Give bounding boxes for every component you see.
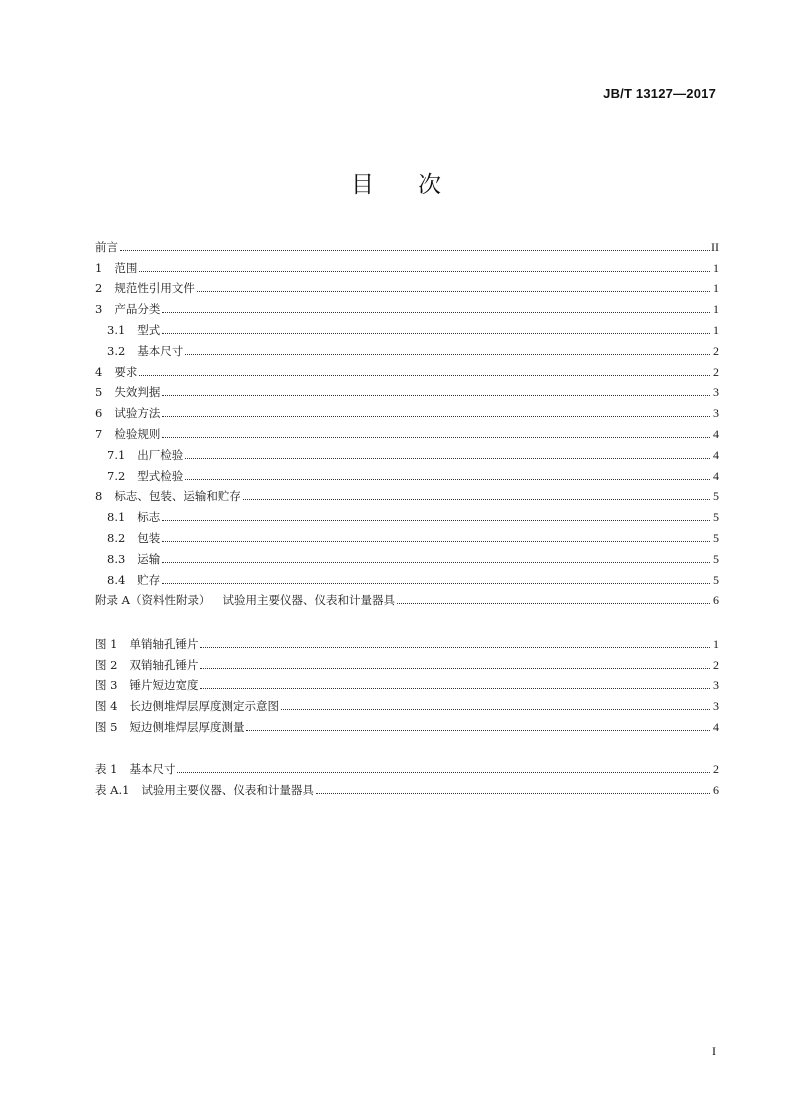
dot-leader	[185, 354, 710, 355]
page-number: I	[712, 1044, 716, 1058]
toc-entry-label: 基本尺寸	[129, 761, 176, 776]
dot-leader	[139, 271, 710, 272]
toc-entry[interactable]	[95, 316, 719, 337]
dot-leader	[200, 688, 710, 689]
dot-leader	[316, 793, 710, 794]
toc-tables-list	[95, 755, 719, 797]
toc-entry-label: 基本尺寸	[137, 343, 184, 358]
toc-entry-label: 产品分类	[114, 302, 161, 317]
toc-entry[interactable]	[95, 483, 719, 504]
toc-entry-page: 6	[713, 782, 719, 797]
page-title	[0, 166, 792, 199]
toc-entry-label: 短边侧堆焊层厚度测量	[129, 719, 245, 734]
toc-entry-page: 2	[713, 657, 719, 672]
toc-entry-page: 5	[713, 551, 719, 566]
toc-entry[interactable]	[95, 776, 719, 797]
toc-entry-number: 图 1	[95, 636, 118, 651]
dot-leader	[200, 647, 710, 648]
toc-entry-number: 1	[95, 260, 103, 275]
title-char-1: 目	[351, 172, 374, 198]
toc-entry-label: 检验规则	[114, 426, 161, 441]
toc-entry-page: 3	[713, 678, 719, 693]
toc-entry-page: 1	[713, 322, 719, 337]
toc-entry-number: 8.4	[107, 572, 126, 587]
document-code: JB/T 13127—2017	[603, 86, 716, 101]
toc-entry[interactable]	[95, 630, 719, 651]
toc-entry[interactable]	[95, 233, 719, 254]
toc-entry[interactable]	[95, 399, 719, 420]
toc-entry-page: 4	[713, 426, 719, 441]
toc-entry[interactable]	[95, 420, 719, 441]
toc-entry-number: 3.1	[107, 322, 126, 337]
toc-entry[interactable]	[95, 672, 719, 693]
toc-entry-number: 3	[95, 302, 103, 317]
toc-entry-label: 试验用主要仪器、仪表和计量器具	[141, 782, 314, 797]
toc-entry-label: 运输	[137, 551, 161, 566]
toc-entry-page: 5	[713, 530, 719, 545]
toc-entry-number: 5	[95, 385, 103, 400]
toc-entry[interactable]	[95, 713, 719, 734]
toc-entry-number: 7.1	[107, 447, 126, 462]
toc-entry-label: 试验方法	[114, 406, 161, 421]
toc-entry-label: 规范性引用文件	[114, 281, 195, 296]
toc-entry-page: 2	[713, 761, 719, 776]
toc-entry-label: 标志、包装、运输和贮存	[114, 489, 241, 504]
toc-entry-label: 包装	[137, 530, 161, 545]
dot-leader	[162, 541, 710, 542]
toc-entry[interactable]	[95, 587, 719, 608]
toc-entry-label: 双销轴孔锤片	[129, 657, 199, 672]
toc-entry-page: 3	[713, 699, 719, 714]
toc-entry-label: 贮存	[137, 572, 161, 587]
toc-entry-page: 3	[713, 406, 719, 421]
toc-entry-label: 前言	[95, 239, 118, 254]
toc-entry-page: 1	[713, 281, 719, 296]
toc-entry-page: 3	[713, 385, 719, 400]
toc-entry-page: 5	[713, 572, 719, 587]
dot-leader	[162, 520, 710, 521]
toc-entry[interactable]	[95, 755, 719, 776]
toc-entry-page: 1	[713, 302, 719, 317]
toc-entry[interactable]	[95, 295, 719, 316]
dot-leader	[139, 375, 710, 376]
toc-entry-number: 附录 A（资料性附录）	[95, 593, 211, 608]
title-char-2: 次	[418, 172, 441, 198]
dot-leader	[281, 709, 710, 710]
toc-entry[interactable]	[95, 337, 719, 358]
dot-leader	[185, 458, 710, 459]
toc-entry-page: 1	[713, 260, 719, 275]
toc-entry[interactable]	[95, 545, 719, 566]
toc-entry[interactable]	[95, 692, 719, 713]
toc-entry-page: 4	[713, 719, 719, 734]
toc-entry-number: 6	[95, 406, 103, 421]
dot-leader	[162, 312, 710, 313]
toc-entry-number: 8.2	[107, 530, 126, 545]
toc-entry[interactable]	[95, 441, 719, 462]
dot-leader	[162, 333, 710, 334]
toc-entry-label: 失效判据	[114, 385, 161, 400]
toc-entry[interactable]	[95, 503, 719, 524]
toc-entry-number: 2	[95, 281, 103, 296]
toc-entry-label: 长边侧堆焊层厚度测定示意图	[129, 699, 279, 714]
dot-leader	[246, 730, 710, 731]
toc-entry-page: II	[711, 239, 719, 254]
toc-entry-label: 试验用主要仪器、仪表和计量器具	[222, 593, 395, 608]
toc-entry-label: 锤片短边宽度	[129, 678, 199, 693]
dot-leader	[120, 250, 710, 251]
toc-entry-number: 7.2	[107, 468, 126, 483]
toc-entry[interactable]	[95, 358, 719, 379]
toc-entry-number: 8	[95, 489, 103, 504]
toc-entry-number: 图 5	[95, 719, 118, 734]
toc-entry-page: 1	[713, 636, 719, 651]
toc-entry-page: 5	[713, 510, 719, 525]
toc-entry-page: 4	[713, 468, 719, 483]
toc-entry-number: 图 2	[95, 657, 118, 672]
toc-entry-label: 型式检验	[137, 468, 184, 483]
toc-entry-page: 2	[713, 364, 719, 379]
toc-entry[interactable]	[95, 275, 719, 296]
toc-entry-label: 出厂检验	[137, 447, 184, 462]
dot-leader	[162, 562, 710, 563]
toc-entry-label: 单销轴孔锤片	[129, 636, 199, 651]
toc-figures-list	[95, 630, 719, 734]
toc-main-list	[95, 233, 719, 607]
toc-entry-page: 5	[713, 489, 719, 504]
toc-entry-page: 2	[713, 343, 719, 358]
toc-entry[interactable]	[95, 651, 719, 672]
toc-entry-label: 标志	[137, 510, 161, 525]
toc-entry-number: 表 1	[95, 761, 118, 776]
toc-entry[interactable]	[95, 254, 719, 275]
toc-entry-label: 型式	[137, 322, 161, 337]
toc-entry-number: 8.1	[107, 510, 126, 525]
toc-entry-number: 3.2	[107, 343, 126, 358]
toc-entry-number: 8.3	[107, 551, 126, 566]
toc-entry-label: 范围	[114, 260, 138, 275]
dot-leader	[162, 437, 710, 438]
toc-entry-page: 4	[713, 447, 719, 462]
dot-leader	[243, 499, 710, 500]
toc-entry[interactable]	[95, 379, 719, 400]
toc-entry-label: 要求	[114, 364, 138, 379]
toc-entry-number: 表 A.1	[95, 782, 130, 797]
dot-leader	[162, 583, 710, 584]
toc-entry-number: 4	[95, 364, 103, 379]
dot-leader	[200, 668, 710, 669]
dot-leader	[397, 603, 710, 604]
dot-leader	[185, 479, 710, 480]
dot-leader	[162, 416, 710, 417]
toc-entry[interactable]	[95, 566, 719, 587]
dot-leader	[177, 772, 710, 773]
toc-entry-number: 图 4	[95, 699, 118, 714]
toc-entry[interactable]	[95, 462, 719, 483]
toc-entry-number: 图 3	[95, 678, 118, 693]
toc-entry-number: 7	[95, 426, 103, 441]
toc-entry-page: 6	[713, 593, 719, 608]
toc-entry[interactable]	[95, 524, 719, 545]
dot-leader	[197, 291, 710, 292]
dot-leader	[162, 395, 710, 396]
